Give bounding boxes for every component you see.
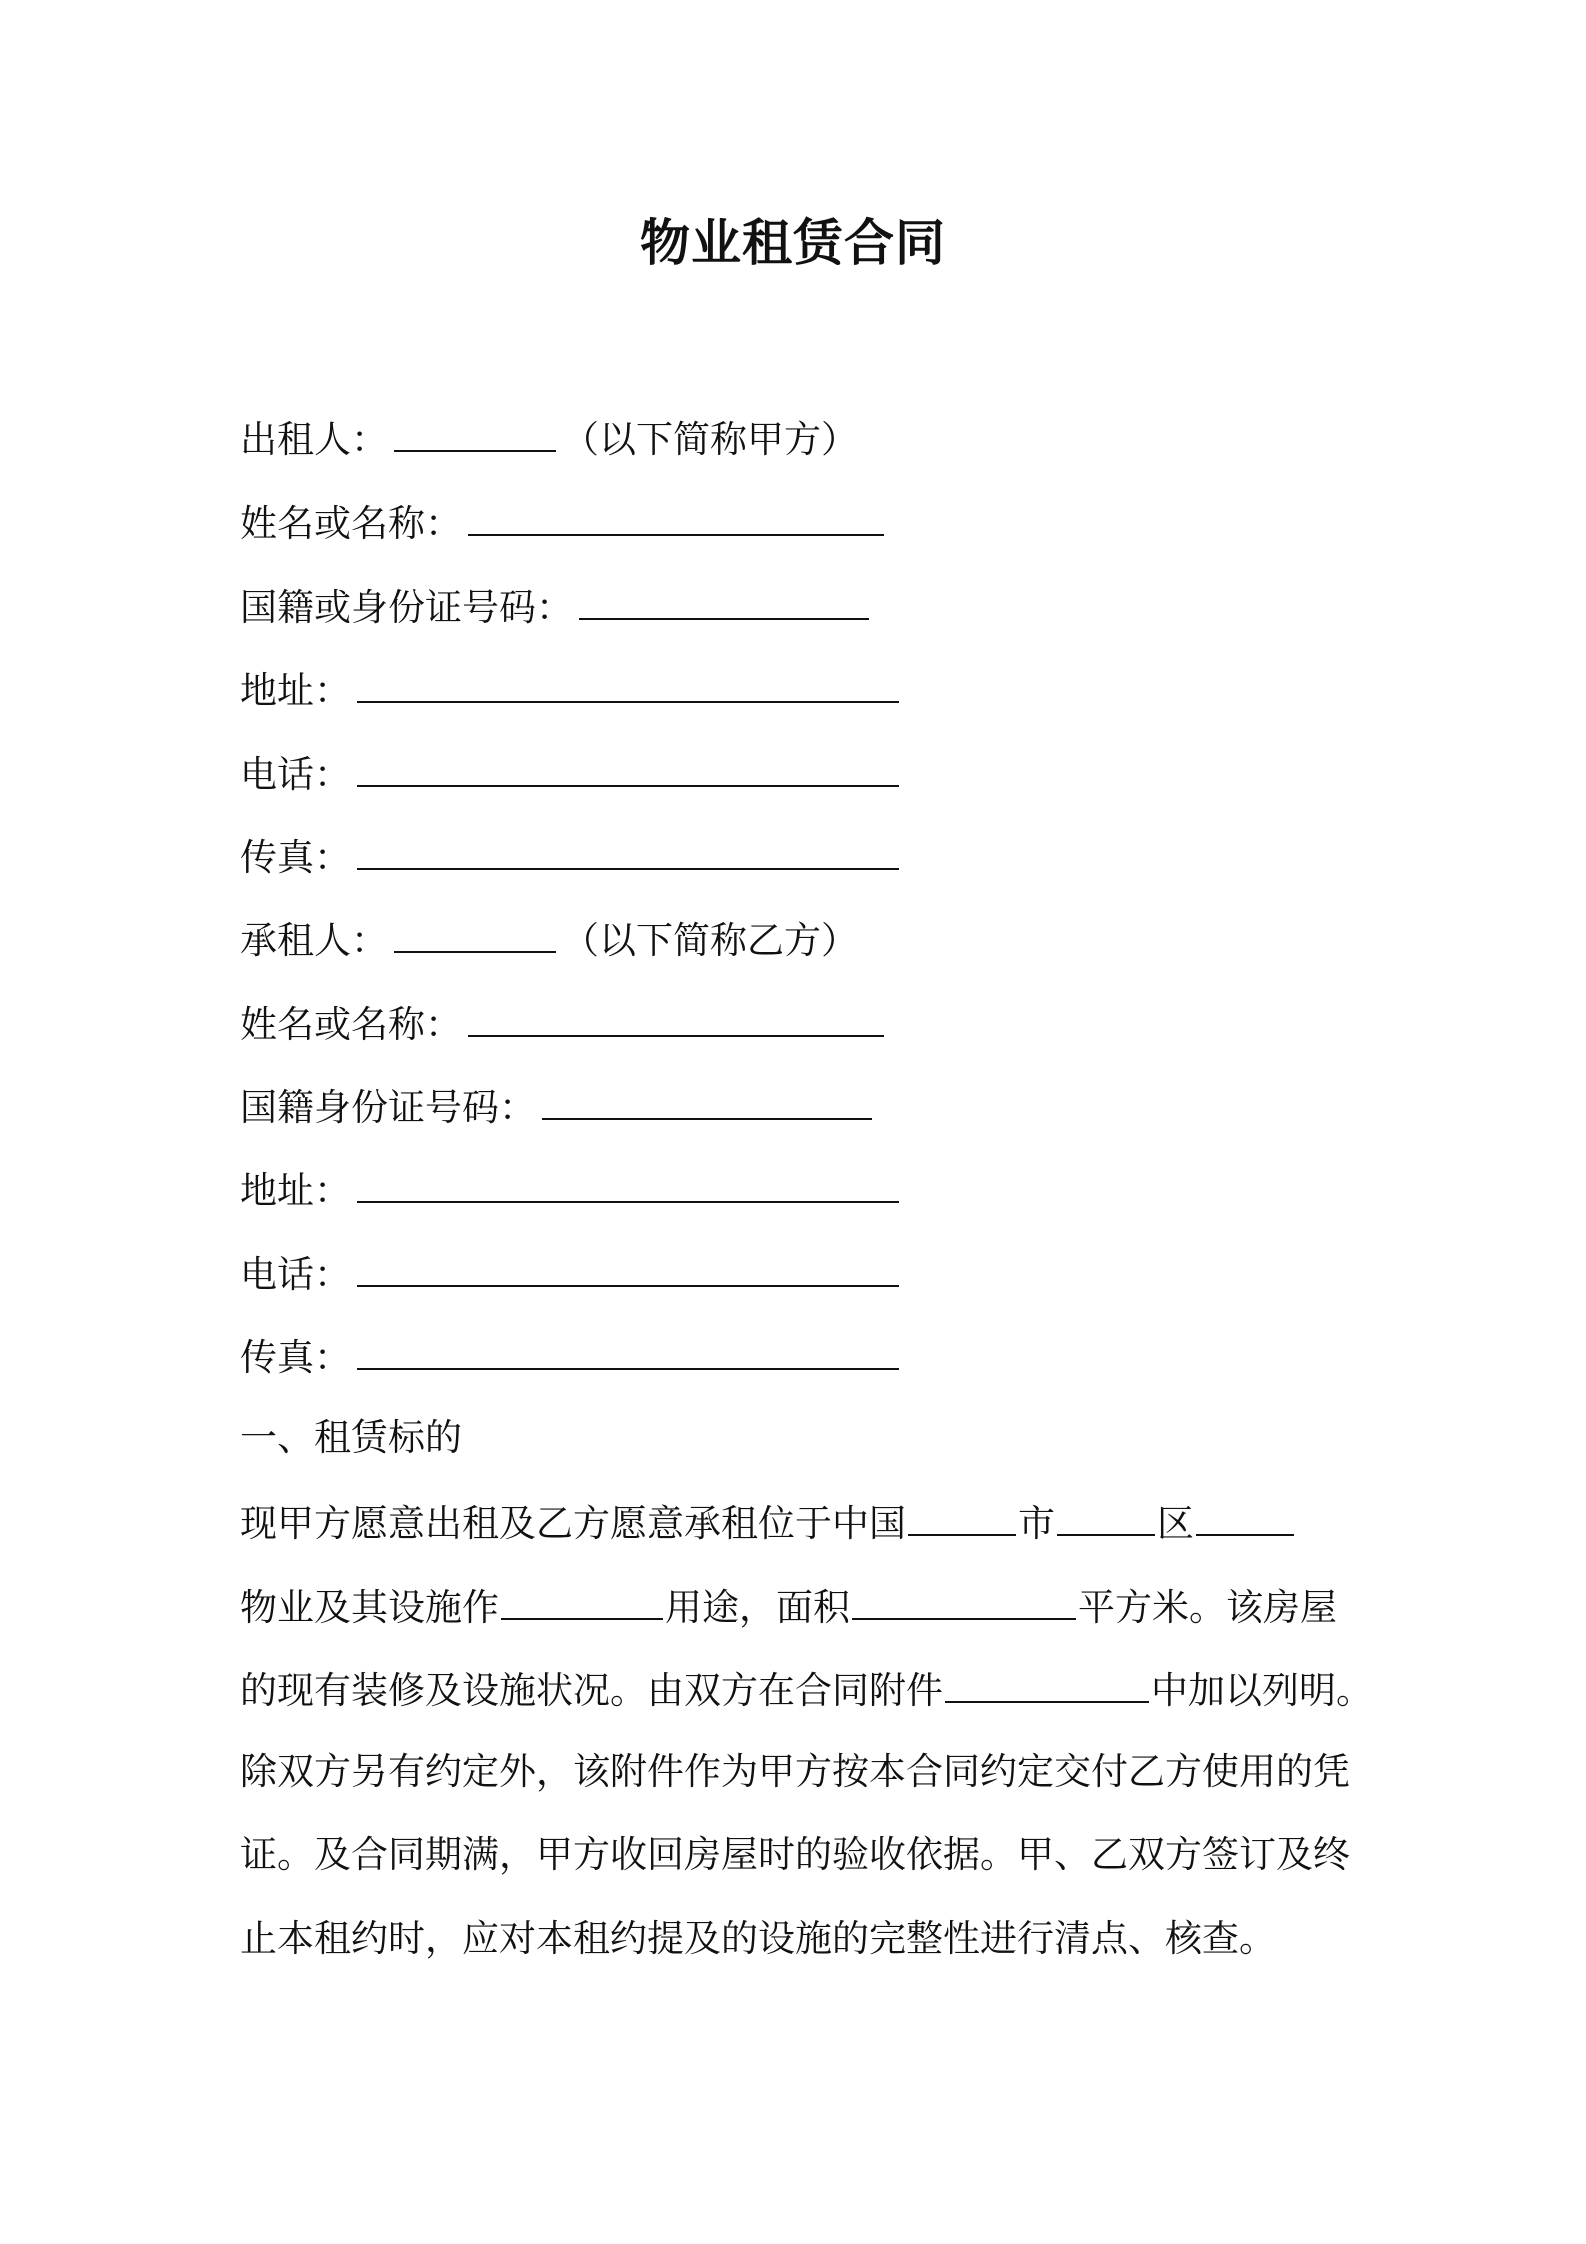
line3-text-b: 中加以列明。 [1151,1669,1373,1712]
lessee-address-blank[interactable] [357,1163,899,1203]
page-title: 物业租赁合同 [640,214,946,272]
lessee-id-blank[interactable] [542,1080,872,1120]
lessor-label: 出租人： [240,418,388,461]
lessor-name-blank[interactable] [468,496,884,536]
lessee-name-blank[interactable] [468,997,884,1037]
district-blank[interactable] [1057,1496,1155,1536]
lessor-phone-label: 电话： [240,753,351,796]
lessor-address-blank[interactable] [357,663,899,703]
line2-text-a: 物业及其设施作 [240,1586,499,1629]
line3-text-a: 的现有装修及设施状况。由双方在合同附件 [240,1669,943,1712]
line1-text-a: 现甲方愿意出租及乙方愿意承租位于中国 [240,1502,906,1545]
lessor-fax-row [240,830,905,883]
lessee-name-row [240,997,890,1050]
property-blank[interactable] [1196,1496,1294,1536]
lessor-blank[interactable] [394,412,556,452]
annex-blank[interactable] [945,1663,1149,1703]
lessee-fax-label: 传真： [240,1336,351,1379]
lessor-name-row [240,496,890,549]
lessee-address-label: 地址： [240,1169,351,1212]
usage-blank[interactable] [501,1580,663,1620]
lessor-id-blank[interactable] [579,580,869,620]
city-blank[interactable] [908,1496,1016,1536]
lessee-id-row [240,1080,878,1133]
lessor-id-row [240,580,875,633]
lessee-fax-row [240,1330,905,1383]
lessor-name-label: 姓名或名称： [240,502,462,545]
lessee-phone-blank[interactable] [357,1247,899,1287]
section1-line-6: 止本租约时，应对本租约提及的设施的完整性进行清点、核查。 [240,1917,1276,1960]
lessor-suffix: （以下简称甲方） [562,418,858,461]
section1-line-5: 证。及合同期满，甲方收回房屋时的验收依据。甲、乙双方签订及终 [240,1833,1350,1876]
lessor-address-label: 地址： [240,669,351,712]
lessor-phone-row [240,747,905,800]
lessee-blank[interactable] [394,913,556,953]
lessee-fax-blank[interactable] [357,1330,899,1370]
section1-line-4: 除双方另有约定外，该附件作为甲方按本合同约定交付乙方使用的凭 [240,1750,1350,1793]
lessee-phone-label: 电话： [240,1253,351,1296]
line1-text-c: 区 [1157,1502,1194,1545]
line2-text-b: 用途，面积 [665,1586,850,1629]
lessee-row [240,913,858,966]
lessee-label: 承租人： [240,919,388,962]
lessee-id-label: 国籍身份证号码： [240,1086,536,1129]
line1-text-b: 市 [1018,1502,1055,1545]
lessee-name-label: 姓名或名称： [240,1003,462,1046]
lessee-phone-row [240,1247,905,1300]
lessor-fax-blank[interactable] [357,830,899,870]
section-heading: 一、租赁标的 [240,1416,462,1459]
section1-line-1 [240,1496,1294,1549]
area-blank[interactable] [852,1580,1076,1620]
section1-line-3 [240,1663,1373,1716]
lessor-id-label: 国籍或身份证号码： [240,586,573,629]
lessor-fax-label: 传真： [240,836,351,879]
lessee-address-row [240,1163,905,1216]
section1-line-2 [240,1580,1337,1633]
lessee-suffix: （以下简称乙方） [562,919,858,962]
line2-text-c: 平方米。该房屋 [1078,1586,1337,1629]
lessor-phone-blank[interactable] [357,747,899,787]
lessor-address-row [240,663,905,716]
lessor-row [240,412,858,465]
